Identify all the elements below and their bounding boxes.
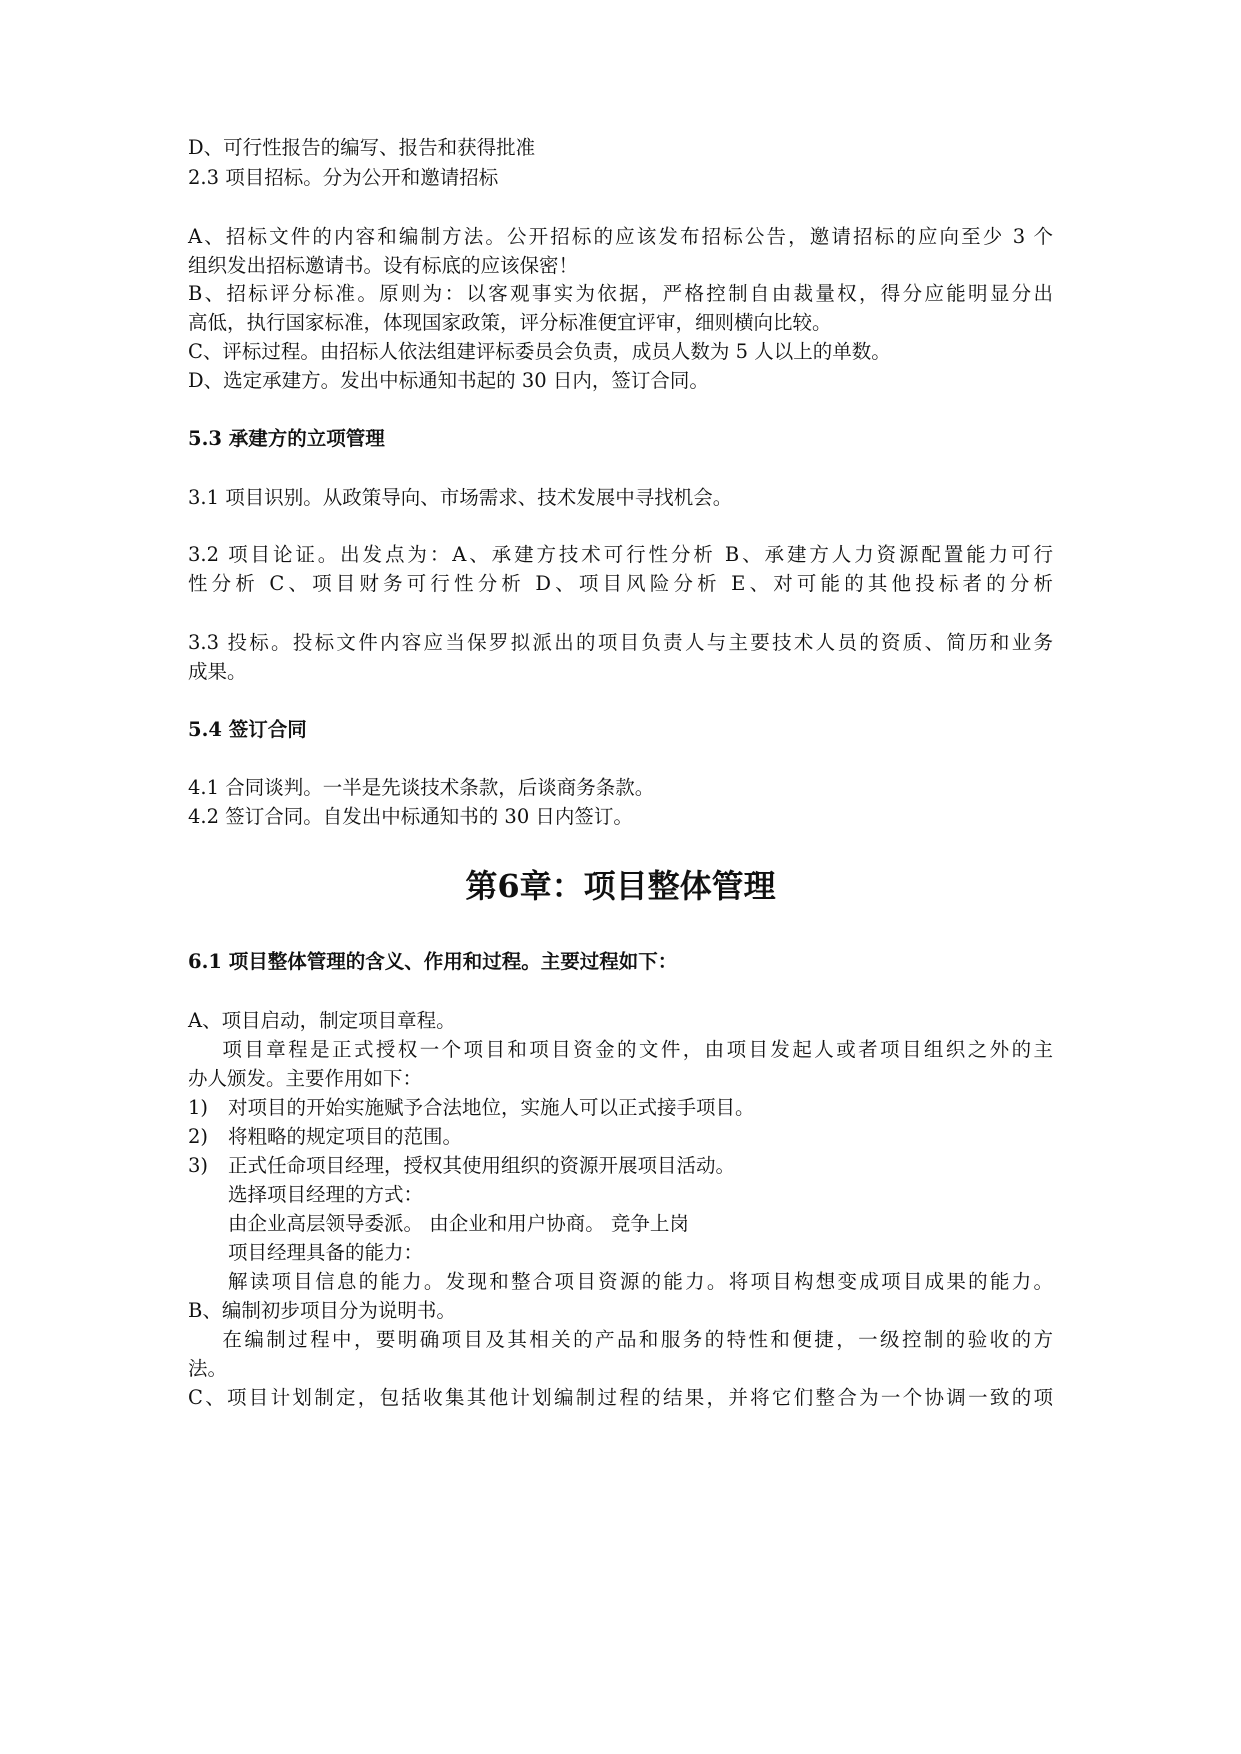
bidding-a-line2: 组织发出招标邀请书。设有标底的应该保密！ bbox=[188, 254, 579, 277]
process-b-title: B、编制初步项目分为说明书。 bbox=[188, 1299, 456, 1322]
bidding-b-line2: 高低，执行国家标准，体现国家政策，评分标准便宜评审，细则横向比较。 bbox=[188, 311, 832, 334]
scope-para-text: 在编制过程中，要明确项目及其相关的产品和服务的特性和便捷，一级控制的验收的方 bbox=[220, 1328, 1053, 1351]
process-c-line: C、项目计划制定，包括收集其他计划编制过程的结果，并将它们整合为一个协调一致的项 bbox=[188, 1386, 1053, 1409]
list-item bbox=[188, 1154, 1053, 1178]
pm-selection-title: 选择项目经理的方式： bbox=[228, 1183, 424, 1206]
item-3-1: 3.1 项目识别。从政策导向、市场需求、技术发展中寻找机会。 bbox=[188, 486, 733, 509]
item-4-2: 4.2 签订合同。自发出中标通知书的 30 日内签订。 bbox=[188, 805, 633, 828]
scope-para-line2: 法。 bbox=[188, 1357, 228, 1380]
list-item bbox=[188, 1096, 1053, 1120]
chapter-title: 第6章：项目整体管理 bbox=[465, 867, 776, 905]
pm-ability-title: 项目经理具备的能力： bbox=[228, 1241, 424, 1264]
list-item-number: 3) bbox=[188, 1154, 209, 1177]
item-3-3-line2: 成果。 bbox=[188, 660, 247, 683]
bidding-b-line1: B、招标评分标准。原则为：以客观事实为依据，严格控制自由裁量权，得分应能明显分出 bbox=[188, 282, 1053, 305]
bidding-d: D、选定承建方。发出中标通知书起的 30 日内，签订合同。 bbox=[188, 369, 709, 392]
section-heading-5-3: 5.3 承建方的立项管理 bbox=[188, 427, 385, 450]
list-item-text: 将粗略的规定项目的范围。 bbox=[228, 1125, 463, 1148]
charter-para-text: 项目章程是正式授权一个项目和项目资金的文件，由项目发起人或者项目组织之外的主 bbox=[220, 1038, 1053, 1061]
list-item-d-feasibility: D、可行性报告的编写、报告和获得批准 bbox=[188, 136, 536, 159]
scope-para-line1 bbox=[188, 1328, 1053, 1352]
list-item-text: 对项目的开始实施赋予合法地位，实施人可以正式接手项目。 bbox=[228, 1096, 755, 1119]
list-item-number: 2) bbox=[188, 1125, 209, 1148]
pm-selection-items: 由企业高层领导委派。 由企业和用户协商。 竞争上岗 bbox=[228, 1212, 689, 1235]
item-2-3-bidding: 2.3 项目招标。分为公开和邀请招标 bbox=[188, 166, 499, 189]
pm-ability-items: 解读项目信息的能力。发现和整合项目资源的能力。将项目构想变成项目成果的能力。 bbox=[228, 1270, 1053, 1293]
item-3-2-line1: 3.2 项目论证。出发点为：A、承建方技术可行性分析 B、承建方人力资源配置能力可行 bbox=[188, 543, 1053, 566]
item-4-1: 4.1 合同谈判。一半是先谈技术条款，后谈商务条款。 bbox=[188, 776, 655, 799]
list-item bbox=[188, 1125, 1053, 1149]
item-3-3-line1: 3.3 投标。投标文件内容应当保罗拟派出的项目负责人与主要技术人员的资质、简历和业务 bbox=[188, 631, 1053, 654]
list-item-number: 1) bbox=[188, 1096, 209, 1119]
list-item-text: 正式任命项目经理，授权其使用组织的资源开展项目活动。 bbox=[228, 1154, 736, 1177]
section-heading-6-1: 6.1 项目整体管理的含义、作用和过程。主要过程如下： bbox=[188, 950, 678, 973]
process-a-title: A、项目启动，制定项目章程。 bbox=[188, 1009, 456, 1032]
charter-para-line1 bbox=[188, 1038, 1053, 1062]
bidding-a-line1: A、招标文件的内容和编制方法。公开招标的应该发布招标公告，邀请招标的应向至少 3 个 bbox=[188, 225, 1053, 248]
charter-para-line2: 办人颁发。主要作用如下： bbox=[188, 1067, 423, 1090]
item-3-2-line2: 性分析 C、项目财务可行性分析 D、项目风险分析 E、对可能的其他投标者的分析 bbox=[188, 572, 1053, 595]
bidding-c: C、评标过程。由招标人依法组建评标委员会负责，成员人数为 5 人以上的单数。 bbox=[188, 340, 891, 363]
section-heading-5-4: 5.4 签订合同 bbox=[188, 718, 307, 741]
